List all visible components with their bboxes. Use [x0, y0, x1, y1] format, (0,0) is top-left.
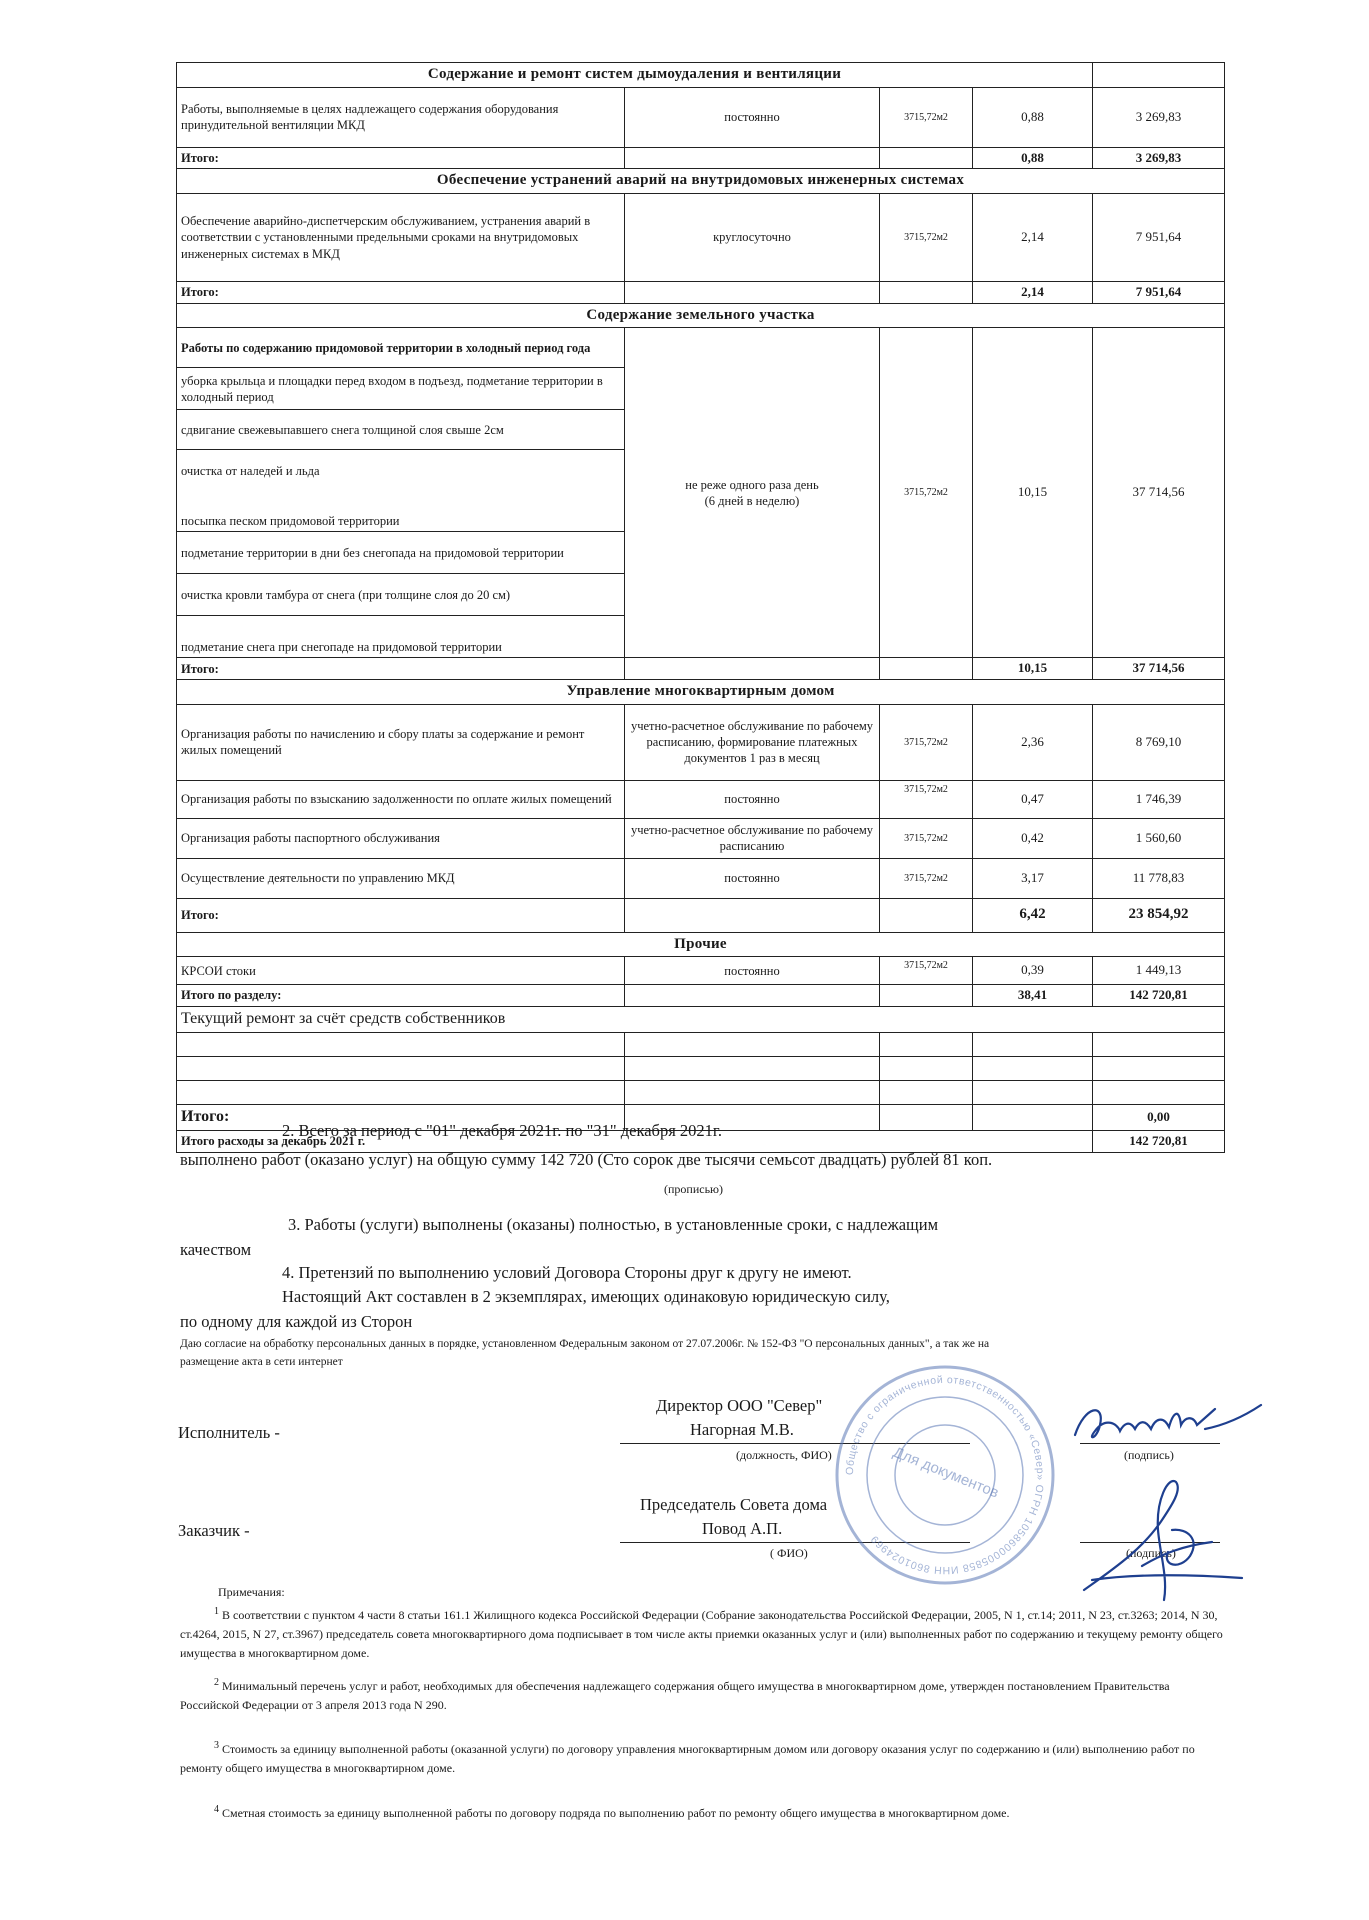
customer-title: Председатель Совета дома [640, 1495, 828, 1514]
work-sum: 1 449,13 [1093, 957, 1225, 985]
section-header-row [177, 932, 1225, 957]
work-rate: 2,36 [973, 704, 1093, 780]
land-unit: 3715,72м2 [880, 328, 973, 658]
work-name: подметание территории в дни без снегопада на придомовой территории [177, 532, 625, 574]
work-name: Обеспечение аварийно-диспетчерским обслуживанием, устранения аварий в соответствии с установленными предельными сроками на внутридомовых инженерных системах в МКД [177, 193, 625, 281]
grand-total-sum: 142 720,81 [1093, 1130, 1225, 1152]
section-header-row [177, 1007, 1225, 1033]
paragraph-3-line-1: 3. Работы (услуги) выполнены (оказаны) полностью, в установленные сроки, с надлежащим [288, 1215, 939, 1234]
work-frequency: круглосуточно [625, 193, 880, 281]
table-row [177, 1033, 1225, 1057]
total-label: Итого: [177, 1105, 625, 1131]
work-unit: 3715,72м2 [880, 858, 973, 898]
services-table [176, 62, 1225, 1153]
work-unit: 3715,72м2 [880, 957, 973, 985]
work-name: Осуществление деятельности по управлению МКД [177, 858, 625, 898]
total-row [177, 658, 1225, 680]
work-sum: 8 769,10 [1093, 704, 1225, 780]
total-label: Итого: [177, 147, 625, 169]
paragraph-5-line-1: Настоящий Акт составлен в 2 экземплярах, имеющих одинаковую юридическую силу, [282, 1287, 890, 1306]
grand-total-label: Итого расходы за декабрь 2021 г. [177, 1130, 1093, 1152]
section-header-row [177, 680, 1225, 705]
section-header-row [177, 303, 1225, 328]
work-name: КРСОИ стоки [177, 957, 625, 985]
work-rate: 2,14 [973, 193, 1093, 281]
customer-name: Повод А.П. [702, 1519, 783, 1538]
total-row [177, 898, 1225, 932]
work-name: Работы, выполняемые в целях надлежащего содержания оборудования принудительной вентиляции МКД [177, 87, 625, 147]
total-sum: 0,00 [1093, 1105, 1225, 1131]
land-sum: 37 714,56 [1093, 328, 1225, 658]
work-sum: 11 778,83 [1093, 858, 1225, 898]
work-sum: 1 746,39 [1093, 780, 1225, 818]
work-name: Организация работы паспортного обслуживания [177, 818, 625, 858]
consent-line-2: размещение акта в сети интернет [180, 1356, 343, 1368]
work-name: подметание снега при снегопаде на придомовой территории [177, 616, 625, 658]
customer-label: Заказчик - [178, 1521, 250, 1540]
land-frequency: не реже одного раза день (6 дней в неделю) [625, 328, 880, 658]
consent-line-1: Даю согласие на обработку персональных данных в порядке, установленном Федеральным законом от 27.07.2006г. № 152-ФЗ "О персональных данных", а так же на [180, 1338, 990, 1350]
total-label: Итого по разделу: [177, 985, 625, 1007]
customer-sign-hint: (подпись) [1126, 1546, 1176, 1560]
work-unit: 3715,72м2 [880, 704, 973, 780]
section-title: Обеспечение устранений аварий на внутридомовых инженерных системах [177, 169, 1225, 194]
table-row [177, 780, 1225, 818]
section-header-row [177, 63, 1225, 88]
total-sum: 23 854,92 [1093, 898, 1225, 932]
total-label: Итого: [177, 281, 625, 303]
total-row [177, 147, 1225, 169]
total-sum: 7 951,64 [1093, 281, 1225, 303]
table-row [177, 193, 1225, 281]
work-frequency: постоянно [625, 858, 880, 898]
paragraph-2-line-1: 2. Всего за период с "01" декабря 2021г. по "31" декабря 2021г. [282, 1121, 722, 1140]
paragraph-3-line-2: качеством [180, 1240, 252, 1259]
customer-signature [1072, 1470, 1252, 1610]
executor-label: Исполнитель - [178, 1423, 280, 1442]
work-sum: 7 951,64 [1093, 193, 1225, 281]
total-rate: 6,42 [973, 898, 1093, 932]
paragraph-2-line-2: выполнено работ (оказано услуг) на общую сумму 142 720 (Сто сорок две тысячи семьсот двадцать) рублей 81 коп. [180, 1150, 993, 1169]
company-stamp [830, 1360, 1060, 1590]
land-group-header: Работы по содержанию придомовой территории в холодный период года [177, 328, 625, 368]
table-row [177, 957, 1225, 985]
table-row [177, 328, 1225, 368]
table-row [177, 87, 1225, 147]
note-2: $^2$ Минимальный перечень услуг и работ, необходимых для обеспечения надлежащего содержания общего имущества в многоквартирном доме, утвержден постановлением Правительства Российской Федерации от 3 апреля 2013 года N 290. [180, 1677, 1170, 1713]
work-frequency: учетно-расчетное обслуживание по рабочему расписанию, формирование платежных документов 1 раз в месяц [625, 704, 880, 780]
work-unit: 3715,72м2 [880, 193, 973, 281]
total-row [177, 985, 1225, 1007]
work-frequency: учетно-расчетное обслуживание по рабочему расписанию [625, 818, 880, 858]
work-frequency: постоянно [625, 780, 880, 818]
section-title: Содержание земельного участка [177, 303, 1225, 328]
table-row [177, 1057, 1225, 1081]
work-frequency: постоянно [625, 957, 880, 985]
work-rate: 0,42 [973, 818, 1093, 858]
work-name: Организация работы по начислению и сбору платы за содержание и ремонт жилых помещений [177, 704, 625, 780]
work-rate: 0,47 [973, 780, 1093, 818]
executor-sign-hint: (подпись) [1124, 1448, 1174, 1462]
total-sum: 142 720,81 [1093, 985, 1225, 1007]
work-name: сдвигание свежевыпавшего снега толщиной слоя свыше 2см [177, 410, 625, 450]
executor-name: Нагорная М.В. [690, 1420, 794, 1439]
total-label: Итого: [177, 898, 625, 932]
work-sum: 3 269,83 [1093, 87, 1225, 147]
section-title: Управление многоквартирным домом [177, 680, 1225, 705]
table-row [177, 858, 1225, 898]
work-name: очистка от наледей и льда [177, 450, 625, 492]
work-name: очистка кровли тамбура от снега (при толщине слоя до 20 см) [177, 574, 625, 616]
total-sum: 3 269,83 [1093, 147, 1225, 169]
note-4: $^4$ Сметная стоимость за единицу выполненной работы по договору подряда по выполнению работ по ремонту общего имущества в многоквартирном доме. [214, 1804, 1010, 1820]
work-rate: 3,17 [973, 858, 1093, 898]
executor-title: Директор ООО "Север" [656, 1396, 823, 1415]
land-rate: 10,15 [973, 328, 1093, 658]
paragraph-4: 4. Претензий по выполнению условий Договора Стороны друг к другу не имеют. [282, 1263, 852, 1282]
section-title: Прочие [177, 932, 1225, 957]
stamp-ring-text: Общество с ограниченной ответственностью «Север» ОГРН 1058600005858 ИНН 8601024969 [843, 1373, 1047, 1577]
total-label: Итого: [177, 658, 625, 680]
note-1: $^1$ В соответствии с пунктом 4 части 8 статьи 161.1 Жилищного кодекса Российской Федерации (Собрание законодательства Российской Федерации, 2005, N 1, ст.14; 2011, N 23, ст.3263; 2014, N 30, ст.4264, 2015, N 27, ст.3967) председатель совета многоквартирного дома подписывает в том числе акты приемки оказанных услуг и (или) выполненных работ по содержанию и текущему ремонту общего имущества в многоквартирном доме. [180, 1606, 1223, 1661]
work-rate: 0,39 [973, 957, 1093, 985]
work-name: посыпка песком придомовой территории [177, 492, 625, 532]
executor-hint: (должность, ФИО) [736, 1448, 832, 1462]
total-rate: 2,14 [973, 281, 1093, 303]
paragraph-5-line-2: по одному для каждой из Сторон [180, 1312, 413, 1331]
section-title: Текущий ремонт за счёт средств собственников [177, 1007, 1225, 1033]
table-row [177, 1081, 1225, 1105]
customer-hint: ( ФИО) [770, 1546, 808, 1560]
work-unit: 3715,72м2 [880, 87, 973, 147]
total-rate: 10,15 [973, 658, 1093, 680]
paragraph-2-hint: (прописью) [664, 1182, 724, 1196]
work-sum: 1 560,60 [1093, 818, 1225, 858]
notes-title: Примечания: [218, 1585, 285, 1599]
section-title: Содержание и ремонт систем дымоудаления и вентиляции [177, 63, 1093, 88]
total-sum: 37 714,56 [1093, 658, 1225, 680]
total-rate: 0,88 [973, 147, 1093, 169]
section-header-row [177, 169, 1225, 194]
work-unit: 3715,72м2 [880, 818, 973, 858]
work-unit: 3715,72м2 [880, 780, 973, 818]
executor-signature [1065, 1395, 1265, 1455]
work-rate: 0,88 [973, 87, 1093, 147]
work-name: уборка крыльца и площадки перед входом в подъезд, подметание территории в холодный период [177, 368, 625, 410]
total-row [177, 281, 1225, 303]
table-row [177, 704, 1225, 780]
table-row [177, 818, 1225, 858]
work-name: Организация работы по взысканию задолженности по оплате жилых помещений [177, 780, 625, 818]
stamp-center-text: Для документов [890, 1443, 1002, 1502]
total-rate: 38,41 [973, 985, 1093, 1007]
note-3: $^3$ Стоимость за единицу выполненной работы (оказанной услуги) по договору управления многоквартирным домом или договору оказания услуг по содержанию и (или) выполнению работ по ремонту общего имущества в многоквартирном доме. [180, 1740, 1195, 1776]
work-frequency: постоянно [625, 87, 880, 147]
